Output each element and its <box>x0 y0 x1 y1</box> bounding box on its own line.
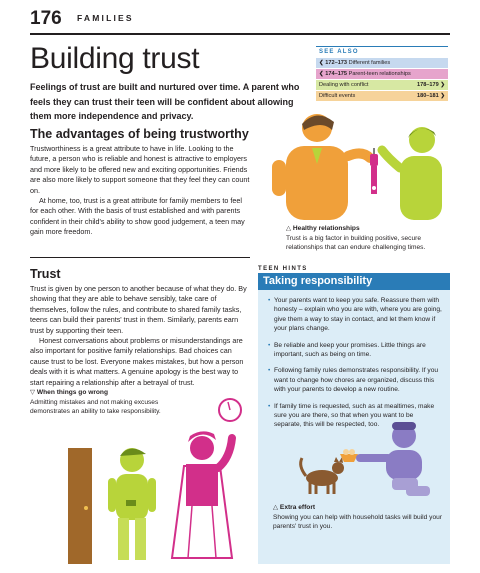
hint-item: • Following family rules demonstrates responsibility. If you want to change how chores are organized, discuss this with your parents to develop a new routine. <box>268 366 442 394</box>
see-also-pages: 178–179 <box>416 82 439 88</box>
triangle-up-icon: △ <box>286 225 292 232</box>
teen-hints-label: TEEN HINTS <box>258 266 308 272</box>
see-also-label: Dealing with conflict <box>319 82 369 88</box>
teen-hints-heading: Taking responsibility <box>258 273 450 290</box>
paragraph: Trustworthiness is a great attribute to have in life. Looking to the future, a person who is reliable and honest is attractive to employers and more likely to be offered new and exciting opportunities. Friends are also more likely to support someone that they feel they can count on. <box>30 144 250 195</box>
caption-title: Extra effort <box>279 504 316 511</box>
parent-teen-key-illustration <box>262 110 452 220</box>
paragraph: At home, too, trust is a great attribute for family members to feel for each other. With the basis of trust established and with parents confident in their child's ability to show good judgement, a teen may gain more freedom. <box>30 196 245 237</box>
header-rule <box>30 33 450 35</box>
advantages-body <box>30 144 252 238</box>
trust-heading: Trust <box>30 267 61 281</box>
see-also-label: Different families <box>348 60 391 66</box>
caption-title: Healthy relationships <box>292 225 360 232</box>
see-also-pages: 180–181 <box>416 93 439 99</box>
caption-text: Trust is a big factor in building positive, secure relationships that can endure challenging times. <box>286 234 426 252</box>
caption-healthy-relationships <box>286 224 450 253</box>
triangle-up-icon: △ <box>273 504 279 511</box>
caption-text: Showing you can help with household tasks will build your parents' trust in you. <box>273 513 442 531</box>
caption-extra-effort <box>273 503 443 532</box>
see-also-link[interactable] <box>316 90 448 101</box>
paragraph: Trust is given by one person to another because of what they do. By showing that they are able to behave sensibly, take care of themselves, follow the rules, and contribute to shared family tasks, teens can build their parents' trust in them. Similarly, parents earn trust by supporting their teen. <box>30 284 247 335</box>
hint-item: • If family time is requested, such as at mealtimes, make sure you are there, so that when you want to be separate, this will be respected, too. <box>268 402 442 430</box>
see-also-link[interactable] <box>316 68 448 79</box>
see-also-heading: SEE ALSO <box>319 49 359 55</box>
see-also-box <box>316 46 448 101</box>
page-header <box>0 0 480 36</box>
intro-text: Feelings of trust are built and nurtured over time. A parent who feels they can trust their teen will be confident about allowing them more independence and privacy. <box>30 82 300 121</box>
triangle-down-icon: ▽ <box>30 389 36 396</box>
caption-text: Admitting mistakes and not making excuses demonstrates an ability to take responsibility. <box>30 398 161 416</box>
chevron-left-icon: ❮ <box>319 71 324 77</box>
late-home-illustration <box>60 398 256 568</box>
hint-item: • Your parents want to keep you safe. Reassure them with honesty – explain who you are with, where you are going, give them a way to stay in contact, and let them know if your plans change. <box>268 296 442 334</box>
section-name: FAMILIES <box>77 13 134 23</box>
see-also-pages: 174–175 <box>325 71 348 77</box>
chevron-right-icon: ❯ <box>440 82 445 88</box>
see-also-pages: 172–173 <box>325 60 348 66</box>
page-number: 176 <box>30 8 62 29</box>
page-title: Building trust <box>30 42 200 75</box>
see-also-label: Parent-teen relationships <box>348 71 411 77</box>
see-also-link[interactable] <box>316 79 448 90</box>
advantages-heading: The advantages of being trustworthy <box>30 127 249 141</box>
see-also-link[interactable] <box>316 57 448 68</box>
section-divider <box>30 257 250 258</box>
see-also-label: Difficult events <box>319 93 356 99</box>
paragraph: Honest conversations about problems or misunderstandings are also important for positive family relationships. Bad choices can cause trust to be lost. Everyone makes mistakes, but how a person deals with it is what matters. A genuine apology is the best way to start repairing a relationship after a betrayal of trust. <box>30 336 244 387</box>
hint-item: • Be reliable and keep your promises. Little things are important, such as being on time. <box>268 341 442 360</box>
feeding-cat-illustration <box>296 420 446 502</box>
caption-title: When things go wrong <box>36 389 108 396</box>
chevron-left-icon: ❮ <box>319 60 324 66</box>
trust-body <box>30 284 252 388</box>
chevron-right-icon: ❯ <box>440 93 445 99</box>
